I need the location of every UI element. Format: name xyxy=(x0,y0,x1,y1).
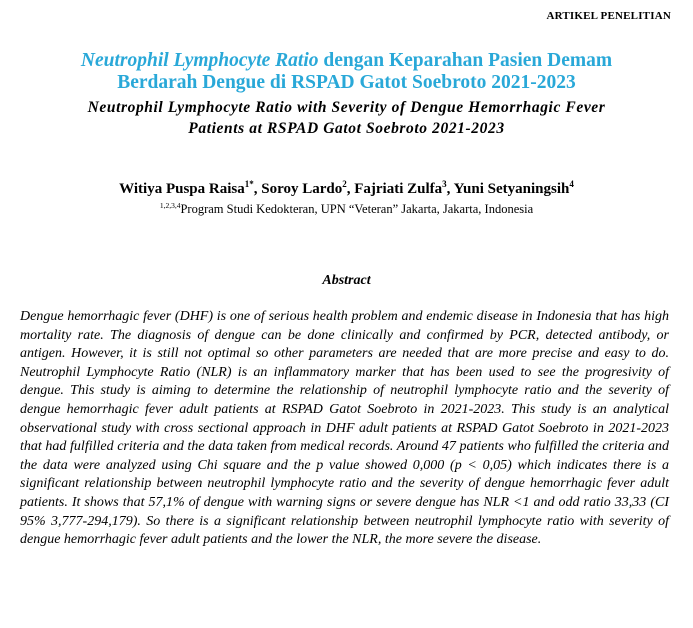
author-name: Fajriati Zulfa xyxy=(354,181,443,197)
title-indonesian-italic-term: Neutrophil Lymphocyte Ratio xyxy=(80,50,319,71)
author-list: Witiya Puspa Raisa$^{1*}$, Soroy Lardo$^2$, Fajriati Zulfa$^3$, Yuni Setyaningsih$^4$ xyxy=(119,179,574,197)
author-affiliation-mark: 3 xyxy=(442,179,447,189)
title-indonesian-rest: dengan Keparahan Pasien Demam xyxy=(318,50,613,71)
title-indonesian-line1 xyxy=(0,50,693,72)
author-name: Soroy Lardo xyxy=(261,181,343,197)
title-english-line2: Patients at RSPAD Gatot Soebroto 2021-2023 xyxy=(188,120,505,137)
author-name: Witiya Puspa Raisa xyxy=(119,181,245,197)
abstract-heading: Abstract xyxy=(322,273,371,288)
author-affiliation-mark: 4 xyxy=(569,179,574,189)
affiliation xyxy=(0,202,693,217)
title-indonesian-line2: Berdarah Dengue di RSPAD Gatot Soebroto 2021-2023 xyxy=(117,72,576,93)
affiliation-text: Program Studi Kedokteran, UPN “Veteran” Jakarta, Jakarta, Indonesia xyxy=(180,202,534,216)
author-affiliation-mark: 2 xyxy=(342,179,347,189)
author-affiliation-mark: 1* xyxy=(244,179,254,189)
title-english xyxy=(0,97,693,139)
author-name: Yuni Setyaningsih xyxy=(453,181,570,197)
abstract-body: Dengue hemorrhagic fever (DHF) is one of serious health problem and endemic disease in Indonesia that has high mortality rate. The diagnosis of dengue can be done clinically and confirmed by PCR, detected antibody, or antigen. However, it is still not optimal so other parameters are needed that are more precise and easy to do. Neutrophil Lymphocyte Ratio (NLR) is an inflammatory marker that has been used to see the progresivity of dengue. This study is aiming to determine the relationship of neutrophil lymphocyte ratio and the severity of dengue hemorrhagic fever adult patients at RSPAD Gatot Soebroto in 2021-2023. This study is an analytical observational study with cross sectional approach in DHF adult patients at RSPAD Gatot Soebroto in 2021-2023 that had fulfilled criteria and the data taken from medical records. Around 47 patients who fulfilled the criteria and the data were analyzed using Chi square and the p value showed 0,000 (p < 0,05) which indicates there is a significant relationship between neutrophil lymphocyte ratio and the severity of dengue hemorrhagic fever adult patients. It shows that 57,1% of dengue with warning signs or severe dengue has NLR <1 and odd ratio 33,33 (CI 95% 3,777-294,179). So there is a significant relationship between neutrophil lymphocyte ratio with severity of dengue hemorrhagic fever adult patients and the lower the NLR, the more severe the disease. xyxy=(20,309,669,548)
affiliation-mark: 1,2,3,4 xyxy=(159,200,181,210)
title-indonesian xyxy=(0,50,693,94)
title-english-line1: Neutrophil Lymphocyte Ratio with Severity of Dengue Hemorrhagic Fever xyxy=(87,99,606,116)
article-type-label: ARTIKEL PENELITIAN xyxy=(546,10,671,22)
